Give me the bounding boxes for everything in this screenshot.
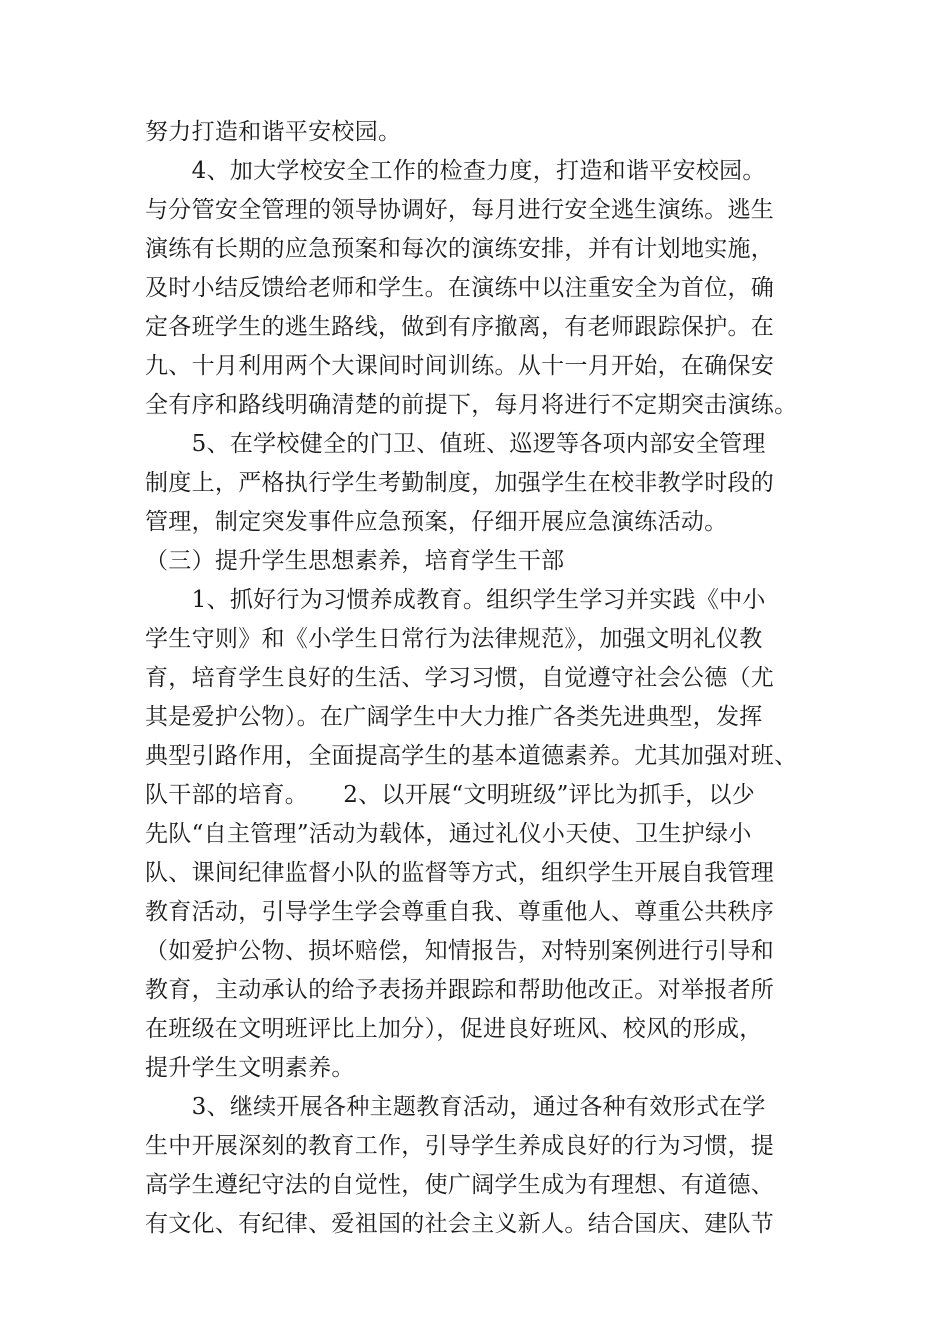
text-line: 教育活动，引导学生学会尊重自我、尊重他人、尊重公共秩序 (145, 899, 775, 925)
text-line: 演练有长期的应急预案和每次的演练安排，并有计划地实施， (145, 236, 775, 262)
text-line: 定各班学生的逃生路线，做到有序撤离，有老师跟踪保护。在 (145, 314, 775, 340)
text-line: 1、抓好行为习惯养成教育。组织学生学习并实践《中小 (145, 587, 766, 613)
text-line: （如爱护公物、损坏赔偿，知情报告，对特别案例进行引导和 (145, 938, 775, 964)
text-line: 管理，制定突发事件应急预案，仔细开展应急演练活动。 (145, 509, 728, 535)
text-line: 高学生遵纪守法的自觉性，使广阔学生成为有理想、有道德、 (145, 1172, 775, 1198)
text-line: 全有序和路线明确清楚的前提下，每月将进行不定期突击演练。 (145, 392, 798, 418)
text-line: 队、课间纪律监督小队的监督等方式，组织学生开展自我管理 (145, 860, 775, 886)
text-line: 教育，主动承认的给予表扬并跟踪和帮助他改正。对举报者所 (145, 977, 775, 1003)
text-line: 九、十月利用两个大课间时间训练。从十一月开始，在确保安 (145, 353, 775, 379)
body-text (145, 113, 805, 1244)
section-heading: （三）提升学生思想素养，培育学生干部 (145, 548, 565, 574)
text-line: 努力打造和谐平安校园。 (145, 119, 402, 145)
text-line: 及时小结反馈给老师和学生。在演练中以注重安全为首位，确 (145, 275, 775, 301)
text-line: 5、在学校健全的门卫、值班、巡逻等各项内部安全管理 (145, 431, 766, 457)
text-line: 学生守则》和《小学生日常行为法律规范》，加强文明礼仪教 (145, 626, 763, 652)
text-line: 先队“自主管理”活动为载体，通过礼仪小天使、卫生护绿小 (145, 821, 752, 847)
text-line: 典型引路作用，全面提高学生的基本道德素养。尤其加强对班、 (145, 743, 798, 769)
text-line: 队干部的培育。 2、以开展“文明班级”评比为抓手，以少 (145, 782, 756, 808)
text-line: 制度上，严格执行学生考勤制度，加强学生在校非教学时段的 (145, 470, 775, 496)
text-line: 3、继续开展各种主题教育活动，通过各种有效形式在学 (145, 1094, 766, 1120)
text-line: 与分管安全管理的领导协调好，每月进行安全逃生演练。逃生 (145, 197, 775, 223)
text-line: 提升学生文明素养。 (145, 1055, 355, 1081)
text-line: 4、加大学校安全工作的检查力度，打造和谐平安校园。 (145, 158, 766, 184)
text-line: 有文化、有纪律、爱祖国的社会主义新人。结合国庆、建队节 (145, 1211, 775, 1237)
text-line: 育，培育学生良好的生活、学习习惯，自觉遵守社会公德（尤 (145, 665, 775, 691)
text-line: 其是爱护公物）。在广阔学生中大力推广各类先进典型，发挥 (145, 704, 763, 730)
text-line: 在班级在文明班评比上加分），促进良好班风、校风的形成， (145, 1016, 763, 1042)
text-line: 生中开展深刻的教育工作，引导学生养成良好的行为习惯，提 (145, 1133, 775, 1159)
